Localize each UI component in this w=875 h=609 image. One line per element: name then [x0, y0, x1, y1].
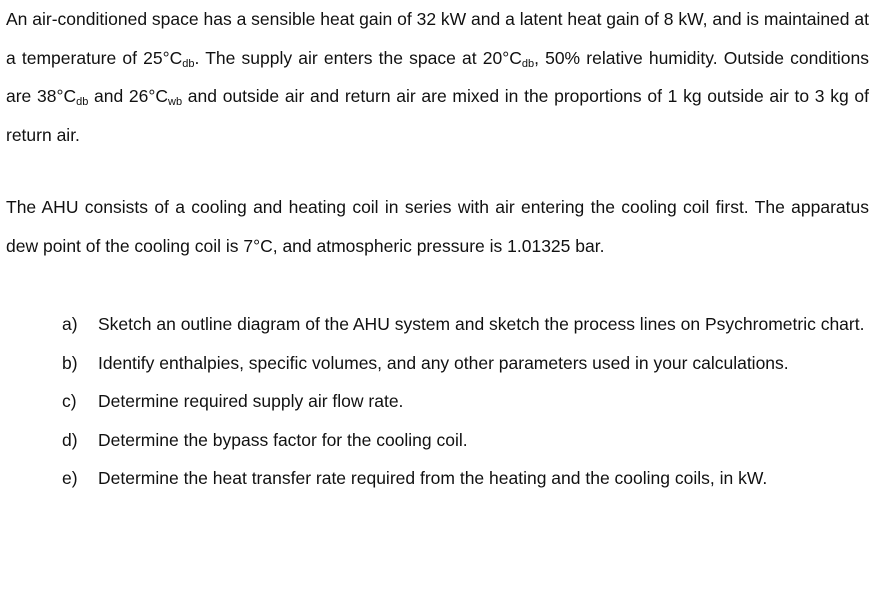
question-marker: a) [62, 314, 78, 334]
question-text: Determine required supply air flow rate. [98, 391, 404, 411]
question-text: Sketch an outline diagram of the AHU system and sketch the process lines on Psychrometric chart. [98, 314, 865, 334]
problem-intro-paragraph [6, 0, 869, 154]
question-marker: b) [62, 352, 78, 373]
intro-text-3: , 50% relative humidity. Outside conditions are 38°C [6, 47, 869, 106]
question-item-b [0, 344, 875, 383]
question-item-a [0, 305, 875, 344]
dry-bulb-subscript: db [182, 57, 195, 70]
dry-bulb-subscript: db [521, 57, 535, 70]
intro-text-4: and 26°C [88, 86, 169, 106]
intro-text-5: and outside air and return air are mixed in the proportions of 1 kg outside air to 3 kg of return air. [6, 86, 869, 145]
question-list [0, 305, 875, 498]
question-text: Determine the bypass factor for the cooling coil. [98, 429, 468, 450]
dry-bulb-subscript: db [76, 96, 89, 108]
question-item-c [0, 382, 875, 421]
question-text: Identify enthalpies, specific volumes, and any other parameters used in your calculations. [98, 352, 789, 373]
question-marker: e) [62, 468, 78, 488]
ahu-description-paragraph: The AHU consists of a cooling and heating coil in series with air entering the cooling coil first. The apparatus dew point of the cooling coil is 7°C, and atmospheric pressure is 1.01325 bar. [6, 197, 869, 256]
question-text: Determine the heat transfer rate required from the heating and the cooling coils, in kW. [98, 468, 768, 488]
question-item-d [0, 421, 875, 460]
wet-bulb-subscript: wb [168, 96, 183, 108]
question-marker: d) [62, 429, 78, 450]
intro-text-2: . The supply air enters the space at 20°C [194, 47, 522, 68]
intro-text-1: An air-conditioned space has a sensible heat gain of 32 kW and a latent heat gain of 8 kW, and is maintained at a temperature of 25°C [6, 9, 869, 68]
question-marker: c) [62, 391, 77, 411]
question-item-e [0, 459, 875, 498]
